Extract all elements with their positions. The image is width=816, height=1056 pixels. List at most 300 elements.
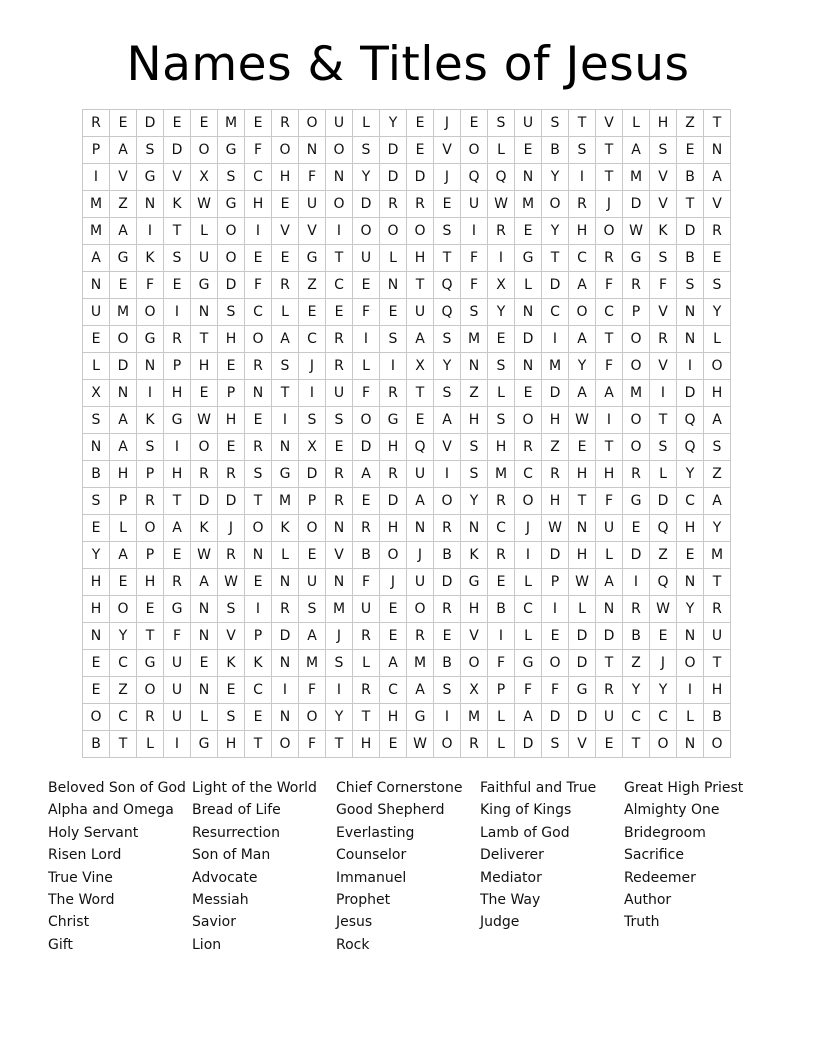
grid-cell: V: [569, 731, 596, 758]
grid-cell: E: [380, 596, 407, 623]
grid-cell: Y: [677, 596, 704, 623]
grid-cell: R: [488, 218, 515, 245]
word-bank-column: [48, 777, 192, 956]
grid-cell: R: [488, 542, 515, 569]
grid-cell: J: [380, 569, 407, 596]
grid-cell: R: [407, 191, 434, 218]
grid-cell: E: [380, 731, 407, 758]
grid-cell: S: [461, 299, 488, 326]
grid-cell: E: [164, 110, 191, 137]
grid-cell: O: [515, 407, 542, 434]
grid-cell: H: [83, 596, 110, 623]
grid-cell: A: [272, 326, 299, 353]
grid-cell: H: [272, 164, 299, 191]
grid-cell: P: [623, 299, 650, 326]
grid-cell: E: [650, 623, 677, 650]
word-bank-item: Jesus: [336, 914, 373, 931]
word-bank-item: Redeemer: [624, 869, 696, 886]
grid-cell: O: [380, 218, 407, 245]
grid-cell: F: [353, 380, 380, 407]
grid-cell: E: [434, 191, 461, 218]
grid-cell: J: [434, 110, 461, 137]
grid-cell: M: [407, 650, 434, 677]
grid-cell: W: [488, 191, 515, 218]
grid-cell: T: [434, 245, 461, 272]
grid-cell: N: [137, 191, 164, 218]
grid-cell: H: [164, 380, 191, 407]
grid-cell: E: [218, 353, 245, 380]
grid-cell: N: [461, 515, 488, 542]
word-bank-item: Truth: [624, 914, 660, 931]
grid-cell: U: [515, 110, 542, 137]
grid-cell: T: [164, 488, 191, 515]
grid-cell: R: [434, 596, 461, 623]
grid-cell: Z: [704, 461, 731, 488]
grid-cell: T: [191, 326, 218, 353]
grid-cell: A: [164, 515, 191, 542]
grid-cell: M: [704, 542, 731, 569]
grid-cell: E: [191, 650, 218, 677]
grid-cell: A: [83, 245, 110, 272]
grid-cell: H: [164, 461, 191, 488]
grid-cell: A: [623, 137, 650, 164]
grid-cell: Y: [623, 677, 650, 704]
grid-cell: J: [596, 191, 623, 218]
grid-cell: U: [596, 704, 623, 731]
grid-cell: H: [218, 407, 245, 434]
grid-cell: R: [353, 623, 380, 650]
grid-cell: S: [434, 218, 461, 245]
grid-cell: N: [272, 434, 299, 461]
grid-cell: T: [137, 623, 164, 650]
grid-cell: Q: [488, 164, 515, 191]
grid-cell: L: [704, 326, 731, 353]
grid-cell: F: [461, 245, 488, 272]
grid-cell: I: [380, 353, 407, 380]
grid-cell: R: [542, 461, 569, 488]
grid-cell: A: [110, 434, 137, 461]
grid-cell: S: [245, 461, 272, 488]
grid-cell: M: [623, 380, 650, 407]
grid-cell: N: [704, 137, 731, 164]
grid-cell: U: [164, 677, 191, 704]
grid-cell: T: [353, 704, 380, 731]
grid-cell: O: [623, 434, 650, 461]
grid-cell: I: [623, 569, 650, 596]
grid-cell: W: [191, 542, 218, 569]
grid-cell: S: [218, 299, 245, 326]
grid-cell: S: [569, 137, 596, 164]
grid-cell: H: [461, 407, 488, 434]
grid-cell: N: [83, 434, 110, 461]
grid-cell: Z: [110, 191, 137, 218]
grid-cell: K: [218, 650, 245, 677]
grid-cell: U: [164, 704, 191, 731]
grid-cell: D: [542, 380, 569, 407]
grid-cell: E: [353, 488, 380, 515]
grid-cell: O: [245, 326, 272, 353]
grid-cell: E: [191, 380, 218, 407]
grid-cell: H: [110, 461, 137, 488]
grid-cell: O: [569, 299, 596, 326]
grid-cell: I: [164, 299, 191, 326]
page-title: Names & Titles of Jesus: [126, 37, 690, 92]
grid-cell: N: [110, 380, 137, 407]
grid-cell: F: [245, 137, 272, 164]
grid-cell: E: [407, 110, 434, 137]
grid-cell: Y: [677, 461, 704, 488]
grid-cell: C: [380, 677, 407, 704]
grid-cell: G: [515, 245, 542, 272]
grid-cell: F: [353, 299, 380, 326]
grid-cell: T: [623, 731, 650, 758]
grid-cell: L: [488, 704, 515, 731]
grid-cell: R: [353, 677, 380, 704]
grid-cell: E: [542, 623, 569, 650]
grid-cell: V: [434, 434, 461, 461]
grid-cell: F: [299, 164, 326, 191]
word-bank-item: Holy Servant: [48, 824, 139, 841]
grid-cell: L: [596, 542, 623, 569]
grid-cell: R: [218, 542, 245, 569]
grid-cell: N: [677, 569, 704, 596]
grid-cell: V: [218, 623, 245, 650]
grid-cell: M: [218, 110, 245, 137]
grid-cell: S: [461, 461, 488, 488]
grid-cell: E: [488, 326, 515, 353]
grid-cell: L: [650, 461, 677, 488]
word-bank-item: Immanuel: [336, 869, 407, 886]
grid-cell: B: [353, 542, 380, 569]
grid-cell: Q: [461, 164, 488, 191]
grid-cell: M: [326, 596, 353, 623]
grid-cell: P: [164, 353, 191, 380]
grid-cell: R: [272, 596, 299, 623]
grid-cell: E: [272, 245, 299, 272]
grid-cell: G: [299, 245, 326, 272]
grid-cell: D: [218, 488, 245, 515]
grid-cell: O: [596, 218, 623, 245]
grid-cell: A: [191, 569, 218, 596]
grid-cell: E: [164, 542, 191, 569]
grid-cell: B: [434, 542, 461, 569]
grid-cell: J: [434, 164, 461, 191]
grid-cell: C: [245, 299, 272, 326]
grid-cell: E: [218, 434, 245, 461]
grid-cell: R: [650, 326, 677, 353]
word-bank-item: Alpha and Omega: [48, 802, 174, 819]
grid-cell: L: [515, 272, 542, 299]
grid-cell: A: [110, 542, 137, 569]
grid-cell: O: [137, 677, 164, 704]
grid-cell: R: [623, 596, 650, 623]
grid-cell: I: [650, 380, 677, 407]
grid-cell: P: [542, 569, 569, 596]
grid-cell: D: [542, 704, 569, 731]
grid-cell: A: [110, 407, 137, 434]
grid-cell: A: [407, 326, 434, 353]
grid-cell: O: [299, 704, 326, 731]
grid-cell: V: [704, 191, 731, 218]
grid-cell: H: [569, 461, 596, 488]
grid-cell: O: [542, 650, 569, 677]
word-bank-item: Son of Man: [192, 847, 271, 864]
grid-cell: E: [245, 569, 272, 596]
grid-cell: P: [245, 623, 272, 650]
grid-cell: L: [191, 218, 218, 245]
grid-cell: O: [299, 110, 326, 137]
grid-cell: R: [218, 461, 245, 488]
grid-cell: S: [353, 137, 380, 164]
grid-cell: J: [218, 515, 245, 542]
grid-cell: E: [380, 623, 407, 650]
grid-cell: P: [83, 137, 110, 164]
grid-cell: F: [299, 677, 326, 704]
grid-cell: O: [326, 137, 353, 164]
grid-cell: D: [650, 488, 677, 515]
grid-cell: J: [407, 542, 434, 569]
grid-cell: C: [515, 461, 542, 488]
word-bank-item: Beloved Son of God: [48, 780, 186, 796]
grid-cell: O: [110, 596, 137, 623]
grid-cell: J: [299, 353, 326, 380]
grid-cell: Z: [299, 272, 326, 299]
grid-cell: T: [650, 407, 677, 434]
grid-cell: A: [353, 461, 380, 488]
grid-cell: H: [380, 704, 407, 731]
grid-cell: L: [353, 353, 380, 380]
grid-cell: C: [110, 704, 137, 731]
word-bank-column: [336, 777, 480, 956]
grid-cell: S: [218, 596, 245, 623]
grid-cell: E: [110, 272, 137, 299]
grid-cell: P: [218, 380, 245, 407]
grid-cell: N: [299, 137, 326, 164]
grid-cell: I: [434, 461, 461, 488]
grid-cell: A: [110, 137, 137, 164]
grid-cell: G: [110, 245, 137, 272]
grid-cell: E: [677, 542, 704, 569]
grid-cell: F: [164, 623, 191, 650]
grid-cell: S: [650, 245, 677, 272]
grid-cell: C: [596, 299, 623, 326]
grid-cell: I: [569, 164, 596, 191]
grid-cell: H: [488, 434, 515, 461]
grid-cell: M: [83, 218, 110, 245]
grid-cell: I: [542, 326, 569, 353]
grid-cell: U: [461, 191, 488, 218]
grid-cell: T: [704, 110, 731, 137]
grid-cell: P: [110, 488, 137, 515]
grid-cell: N: [137, 353, 164, 380]
grid-cell: T: [407, 272, 434, 299]
grid-cell: Y: [110, 623, 137, 650]
grid-cell: M: [542, 353, 569, 380]
grid-cell: R: [623, 461, 650, 488]
grid-cell: G: [272, 461, 299, 488]
grid-cell: O: [191, 434, 218, 461]
grid-cell: S: [461, 434, 488, 461]
grid-cell: W: [569, 407, 596, 434]
grid-cell: T: [407, 380, 434, 407]
grid-cell: S: [677, 272, 704, 299]
grid-cell: T: [596, 650, 623, 677]
grid-cell: L: [272, 542, 299, 569]
grid-cell: Y: [83, 542, 110, 569]
grid-cell: E: [83, 326, 110, 353]
grid-cell: B: [83, 461, 110, 488]
grid-cell: R: [137, 488, 164, 515]
grid-cell: G: [407, 704, 434, 731]
grid-cell: T: [326, 731, 353, 758]
grid-cell: D: [137, 110, 164, 137]
grid-cell: N: [191, 299, 218, 326]
grid-cell: O: [110, 326, 137, 353]
grid-cell: Z: [542, 434, 569, 461]
grid-cell: E: [326, 299, 353, 326]
grid-cell: C: [542, 299, 569, 326]
grid-cell: M: [461, 326, 488, 353]
grid-cell: P: [137, 542, 164, 569]
grid-cell: T: [569, 488, 596, 515]
grid-cell: S: [326, 407, 353, 434]
grid-cell: W: [191, 191, 218, 218]
grid-cell: N: [569, 515, 596, 542]
grid-cell: X: [83, 380, 110, 407]
grid-cell: W: [569, 569, 596, 596]
grid-cell: G: [164, 407, 191, 434]
grid-cell: N: [191, 677, 218, 704]
grid-cell: I: [326, 218, 353, 245]
grid-cell: O: [704, 353, 731, 380]
grid-cell: H: [218, 731, 245, 758]
grid-cell: S: [326, 650, 353, 677]
grid-cell: O: [137, 299, 164, 326]
grid-cell: I: [137, 380, 164, 407]
word-bank-item: Lion: [192, 936, 222, 953]
grid-cell: S: [299, 407, 326, 434]
grid-cell: G: [191, 272, 218, 299]
grid-cell: S: [542, 731, 569, 758]
grid-cell: V: [650, 164, 677, 191]
grid-cell: C: [110, 650, 137, 677]
grid-cell: N: [677, 731, 704, 758]
word-bank-item: Author: [624, 892, 672, 909]
grid-cell: D: [218, 272, 245, 299]
grid-cell: C: [677, 488, 704, 515]
grid-cell: R: [326, 488, 353, 515]
grid-cell: O: [434, 488, 461, 515]
grid-cell: D: [164, 137, 191, 164]
grid-cell: L: [515, 569, 542, 596]
grid-cell: S: [272, 353, 299, 380]
grid-cell: L: [110, 515, 137, 542]
grid-cell: O: [353, 218, 380, 245]
grid-cell: L: [83, 353, 110, 380]
grid-cell: Y: [704, 299, 731, 326]
grid-cell: I: [164, 434, 191, 461]
grid-cell: E: [569, 434, 596, 461]
grid-cell: R: [191, 461, 218, 488]
grid-cell: R: [380, 191, 407, 218]
grid-cell: D: [353, 191, 380, 218]
grid-cell: T: [704, 569, 731, 596]
grid-cell: D: [272, 623, 299, 650]
grid-cell: D: [434, 569, 461, 596]
grid-cell: I: [353, 326, 380, 353]
grid-cell: D: [569, 704, 596, 731]
grid-cell: E: [245, 245, 272, 272]
grid-cell: J: [326, 623, 353, 650]
grid-cell: N: [407, 515, 434, 542]
grid-cell: R: [704, 218, 731, 245]
grid-cell: W: [218, 569, 245, 596]
grid-cell: F: [461, 272, 488, 299]
grid-cell: I: [164, 731, 191, 758]
grid-cell: A: [569, 272, 596, 299]
grid-cell: E: [623, 515, 650, 542]
word-bank-item: Rock: [336, 936, 370, 953]
grid-cell: U: [326, 110, 353, 137]
grid-cell: A: [515, 704, 542, 731]
grid-cell: U: [299, 569, 326, 596]
grid-cell: K: [650, 218, 677, 245]
grid-cell: O: [272, 137, 299, 164]
word-bank-item: Faithful and True: [480, 780, 597, 796]
grid-cell: B: [677, 164, 704, 191]
word-bank-item: Great High Priest: [624, 780, 744, 796]
grid-cell: S: [83, 407, 110, 434]
grid-cell: H: [380, 515, 407, 542]
grid-cell: H: [137, 569, 164, 596]
grid-cell: I: [83, 164, 110, 191]
grid-cell: I: [542, 596, 569, 623]
grid-cell: R: [83, 110, 110, 137]
grid-cell: L: [191, 704, 218, 731]
grid-cell: S: [650, 137, 677, 164]
grid-cell: D: [677, 218, 704, 245]
grid-cell: N: [326, 164, 353, 191]
grid-cell: R: [380, 380, 407, 407]
grid-cell: O: [245, 515, 272, 542]
grid-cell: O: [191, 137, 218, 164]
grid-cell: A: [407, 488, 434, 515]
grid-cell: E: [110, 110, 137, 137]
grid-cell: I: [137, 218, 164, 245]
grid-cell: R: [515, 434, 542, 461]
grid-cell: D: [677, 380, 704, 407]
grid-cell: G: [137, 650, 164, 677]
grid-cell: K: [137, 245, 164, 272]
grid-cell: R: [326, 326, 353, 353]
grid-cell: Y: [461, 488, 488, 515]
grid-cell: R: [596, 245, 623, 272]
grid-cell: L: [380, 245, 407, 272]
grid-cell: N: [83, 623, 110, 650]
grid-cell: F: [488, 650, 515, 677]
grid-cell: N: [515, 164, 542, 191]
grid-cell: H: [569, 542, 596, 569]
grid-cell: A: [704, 407, 731, 434]
grid-cell: R: [623, 272, 650, 299]
grid-cell: G: [218, 191, 245, 218]
grid-cell: T: [596, 434, 623, 461]
word-bank-column: [480, 777, 624, 956]
grid-cell: N: [245, 380, 272, 407]
grid-cell: K: [272, 515, 299, 542]
grid-cell: M: [461, 704, 488, 731]
grid-cell: D: [542, 272, 569, 299]
